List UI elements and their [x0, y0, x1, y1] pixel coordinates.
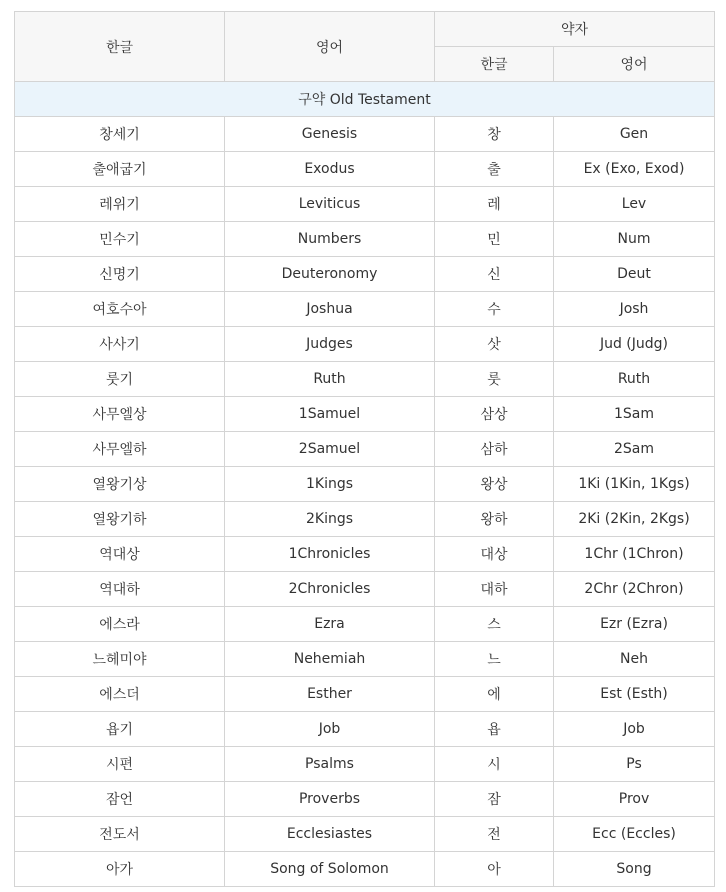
table-row — [15, 712, 715, 747]
cell-abbr-english: Deut — [554, 257, 715, 292]
cell-abbr-english: 1Chr (1Chron) — [554, 537, 715, 572]
cell-abbr-english: Ecc (Eccles) — [554, 817, 715, 852]
header-abbr-english: 영어 — [554, 47, 715, 82]
cell-abbr-korean: 신 — [435, 257, 554, 292]
table-row — [15, 817, 715, 852]
cell-abbr-korean: 왕상 — [435, 467, 554, 502]
header-abbreviation: 약자 — [435, 12, 715, 47]
cell-english-name: 1Samuel — [225, 397, 435, 432]
cell-english-name: Judges — [225, 327, 435, 362]
section-title: 구약 Old Testament — [15, 82, 715, 117]
cell-english-name: 2Samuel — [225, 432, 435, 467]
cell-abbr-english: 2Chr (2Chron) — [554, 572, 715, 607]
cell-abbr-korean: 삼하 — [435, 432, 554, 467]
cell-english-name: Ecclesiastes — [225, 817, 435, 852]
cell-korean-name: 역대상 — [15, 537, 225, 572]
cell-korean-name: 열왕기상 — [15, 467, 225, 502]
header-abbr-korean: 한글 — [435, 47, 554, 82]
table-row — [15, 397, 715, 432]
cell-korean-name: 욥기 — [15, 712, 225, 747]
cell-english-name: Leviticus — [225, 187, 435, 222]
cell-english-name: 1Kings — [225, 467, 435, 502]
cell-abbr-english: Gen — [554, 117, 715, 152]
table-body — [15, 82, 715, 887]
cell-abbr-korean: 수 — [435, 292, 554, 327]
cell-abbr-english: Jud (Judg) — [554, 327, 715, 362]
cell-abbr-korean: 창 — [435, 117, 554, 152]
table-row — [15, 572, 715, 607]
cell-abbr-english: Ruth — [554, 362, 715, 397]
table-row — [15, 467, 715, 502]
cell-korean-name: 신명기 — [15, 257, 225, 292]
table-row — [15, 327, 715, 362]
cell-abbr-english: Ps — [554, 747, 715, 782]
table-row — [15, 117, 715, 152]
header-english-name: 영어 — [225, 12, 435, 82]
cell-korean-name: 에스라 — [15, 607, 225, 642]
table-row — [15, 257, 715, 292]
cell-abbr-english: 1Sam — [554, 397, 715, 432]
table-row — [15, 222, 715, 257]
cell-abbr-korean: 욥 — [435, 712, 554, 747]
cell-abbr-english: Lev — [554, 187, 715, 222]
cell-english-name: Nehemiah — [225, 642, 435, 677]
cell-abbr-english: Neh — [554, 642, 715, 677]
cell-korean-name: 민수기 — [15, 222, 225, 257]
cell-abbr-korean: 삼상 — [435, 397, 554, 432]
cell-korean-name: 잠언 — [15, 782, 225, 817]
table-row — [15, 852, 715, 887]
table-row — [15, 187, 715, 222]
cell-korean-name: 여호수아 — [15, 292, 225, 327]
cell-english-name: Numbers — [225, 222, 435, 257]
table-row — [15, 432, 715, 467]
cell-abbr-english: 2Ki (2Kin, 2Kgs) — [554, 502, 715, 537]
table-row — [15, 362, 715, 397]
cell-korean-name: 아가 — [15, 852, 225, 887]
cell-english-name: Esther — [225, 677, 435, 712]
bible-abbreviation-table-container — [14, 11, 714, 887]
cell-english-name: Ruth — [225, 362, 435, 397]
cell-korean-name: 사무엘상 — [15, 397, 225, 432]
table-row — [15, 537, 715, 572]
cell-korean-name: 룻기 — [15, 362, 225, 397]
cell-abbr-korean: 아 — [435, 852, 554, 887]
cell-abbr-english: 1Ki (1Kin, 1Kgs) — [554, 467, 715, 502]
table-row — [15, 747, 715, 782]
section-row-old-testament — [15, 82, 715, 117]
cell-abbr-korean: 왕하 — [435, 502, 554, 537]
cell-abbr-korean: 전 — [435, 817, 554, 852]
cell-abbr-english: Song — [554, 852, 715, 887]
cell-english-name: 2Chronicles — [225, 572, 435, 607]
cell-english-name: Joshua — [225, 292, 435, 327]
cell-abbr-korean: 대하 — [435, 572, 554, 607]
cell-english-name: Exodus — [225, 152, 435, 187]
cell-abbr-english: Num — [554, 222, 715, 257]
cell-english-name: Song of Solomon — [225, 852, 435, 887]
cell-english-name: Proverbs — [225, 782, 435, 817]
cell-korean-name: 사무엘하 — [15, 432, 225, 467]
cell-english-name: 2Kings — [225, 502, 435, 537]
cell-abbr-english: Est (Esth) — [554, 677, 715, 712]
cell-korean-name: 출애굽기 — [15, 152, 225, 187]
cell-abbr-korean: 민 — [435, 222, 554, 257]
cell-abbr-korean: 시 — [435, 747, 554, 782]
table-row — [15, 642, 715, 677]
header-korean-name: 한글 — [15, 12, 225, 82]
cell-abbr-korean: 느 — [435, 642, 554, 677]
cell-korean-name: 전도서 — [15, 817, 225, 852]
table-row — [15, 677, 715, 712]
cell-abbr-korean: 대상 — [435, 537, 554, 572]
table-row — [15, 502, 715, 537]
table-row — [15, 782, 715, 817]
table-row — [15, 152, 715, 187]
cell-english-name: Ezra — [225, 607, 435, 642]
cell-abbr-korean: 출 — [435, 152, 554, 187]
cell-abbr-english: Prov — [554, 782, 715, 817]
cell-abbr-korean: 삿 — [435, 327, 554, 362]
cell-english-name: Genesis — [225, 117, 435, 152]
cell-korean-name: 느헤미야 — [15, 642, 225, 677]
cell-english-name: Psalms — [225, 747, 435, 782]
cell-abbr-korean: 잠 — [435, 782, 554, 817]
cell-english-name: 1Chronicles — [225, 537, 435, 572]
cell-korean-name: 사사기 — [15, 327, 225, 362]
cell-abbr-english: 2Sam — [554, 432, 715, 467]
cell-korean-name: 에스더 — [15, 677, 225, 712]
table-header — [15, 12, 715, 82]
cell-abbr-english: Job — [554, 712, 715, 747]
bible-abbreviation-table — [14, 11, 715, 887]
cell-abbr-english: Ex (Exo, Exod) — [554, 152, 715, 187]
cell-english-name: Job — [225, 712, 435, 747]
cell-abbr-korean: 룻 — [435, 362, 554, 397]
cell-abbr-korean: 레 — [435, 187, 554, 222]
cell-korean-name: 창세기 — [15, 117, 225, 152]
table-row — [15, 607, 715, 642]
cell-korean-name: 시편 — [15, 747, 225, 782]
cell-abbr-english: Ezr (Ezra) — [554, 607, 715, 642]
cell-english-name: Deuteronomy — [225, 257, 435, 292]
cell-korean-name: 역대하 — [15, 572, 225, 607]
cell-abbr-english: Josh — [554, 292, 715, 327]
cell-abbr-korean: 스 — [435, 607, 554, 642]
cell-abbr-korean: 에 — [435, 677, 554, 712]
cell-korean-name: 레위기 — [15, 187, 225, 222]
cell-korean-name: 열왕기하 — [15, 502, 225, 537]
table-row — [15, 292, 715, 327]
